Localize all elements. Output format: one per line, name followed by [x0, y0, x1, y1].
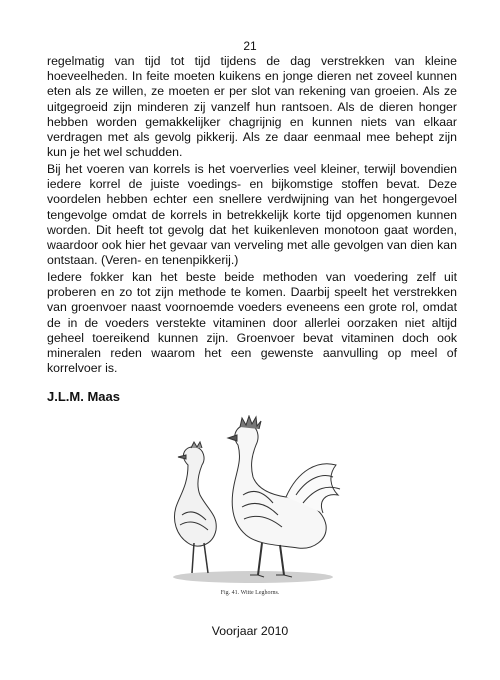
page-number: 21	[243, 39, 257, 53]
hen-figure	[175, 442, 217, 573]
paragraph-2: Bij het voeren van korrels is het voerverlies veel kleiner, terwijl bovendien iedere korrel de juiste voedings- en bijkomstige stoffen bevat. Deze voordelen hebben echter een snellere verdwijning van het hongergevoel tengevolge omdat de korrels in betrekkelijk korte tijd opgenomen kunnen worden. Dit heeft tot gevolg dat het kuikenleven monotoon gaat worden, waardoor ook hier het gevaar van verveling met alle gevolgen van dien kan ontstaan. (Veren- en tenenpikkerij.)	[47, 162, 457, 268]
figure-caption: Fig. 41. Witte Leghorns.	[220, 590, 280, 596]
paragraph-1: regelmatig van tijd tot tijd tijdens de dag verstrekken van kleine hoeveelheden. In feite moeten kuikens en jonge dieren net zoveel kunnen eten als ze willen, ze moeten er per slot van rekening van groeien. Als ze uitgegroeid zijn minderen zij vanzelf hun rantsoen. Als de dieren honger hebben worden gemakkelijker chagrijnig en kunnen niets van elkaar verdragen met als gevolg pikkerij. Als ze daar eenmaal mee behept zijn kun je het wel schudden.	[47, 54, 457, 160]
chickens-illustration	[158, 415, 348, 590]
page-footer: Voorjaar 2010	[211, 624, 289, 638]
rooster-figure	[228, 416, 340, 577]
author-name: J.L.M. Maas	[47, 389, 120, 404]
paragraph-3: Iedere fokker kan het beste beide methoden van voedering zelf uit proberen en zo tot zijn methode te komen. Daarbij speelt het verstrekken van groenvoer naast voornoemde voeders eveneens een grote rol, omdat de in de voeders verstekte vitaminen door allerlei oorzaken niet altijd geheel toereikend kunnen zijn. Groenvoer bevat vitaminen doch ook mineralen reden waarom het een gewenste aanvulling op meel of korrelvoer is.	[47, 270, 457, 376]
